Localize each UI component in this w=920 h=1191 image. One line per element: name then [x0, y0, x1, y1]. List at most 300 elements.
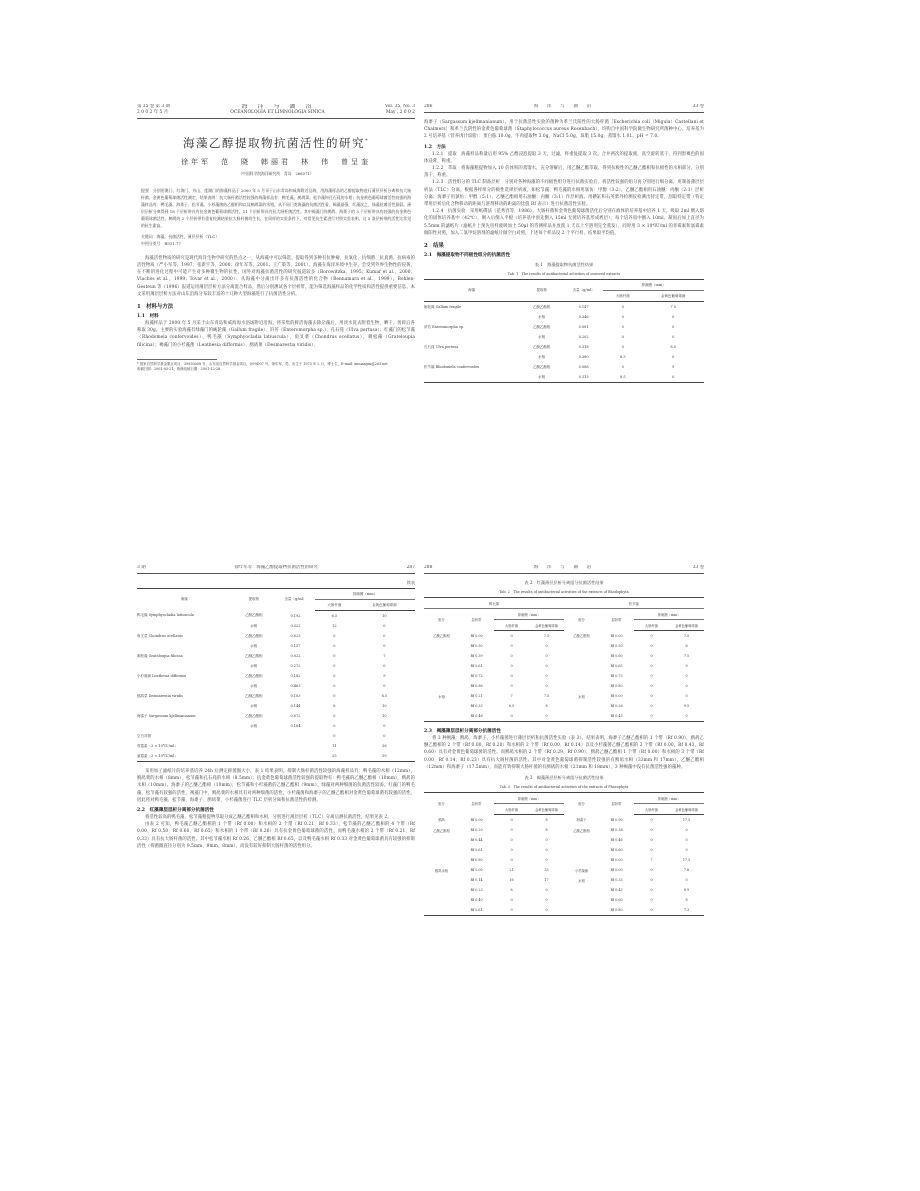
cell: 8	[685, 898, 688, 903]
cell: 9	[685, 664, 688, 668]
col-header-ecoli: 大肠杆菌	[494, 804, 529, 815]
cell-content	[276, 751, 315, 762]
col-header-ecoli: 大肠杆菌	[315, 600, 354, 611]
table-row	[137, 721, 415, 731]
cell: 8	[545, 704, 548, 708]
cell	[424, 681, 459, 691]
cell-content: 0.022	[290, 654, 301, 658]
cell: Rf 0.80	[470, 858, 483, 863]
cell: Rf 0.60	[610, 898, 623, 903]
table1-caption: 表 1 海藻提取物抗菌活性结果	[534, 262, 594, 268]
cell: Rf 0.23	[470, 888, 483, 893]
cell: 0	[545, 858, 548, 863]
cell	[424, 885, 459, 895]
cell: Rf 0.00	[470, 633, 483, 638]
cell: 0	[650, 674, 653, 678]
cell: 0	[685, 828, 688, 833]
cell-content	[276, 731, 315, 741]
cell-alga: 孔石莼 Ulva pertusa	[424, 344, 459, 349]
cell	[424, 905, 459, 916]
table-continued-label: 续表	[407, 580, 415, 585]
cell	[564, 681, 599, 691]
materials-paragraph: 海藻样品于 2000 年 5 月采于山东青岛和威海海水浴场附近沿海。将采集的鲜活海藻去除杂藻后，用淡水洗去附着生物、晒干，剪碎后各称取 30g。主要的实验海藻有绿藻门的蛎轮藻（Gallum fragile）、浒苔（Enteromorpha sp.）、孔石莼（Ulva pertusa）；红藻门的松节藻（Rhodomela confervoides）、鸭毛藻（Symphyocladia latiuscula）、角叉菜（Chondrus ocellatus）、刺松藻（Grateloupia filicina）；褐藻门的小杉藻菌（Leathesia difformis）、鹧鸪菜（Desmarestia viridis）、	[137, 321, 415, 348]
table-row	[424, 691, 704, 701]
cell-content: 0.313	[564, 372, 603, 383]
cell-fraction: 水相	[250, 623, 258, 628]
cell-alga: 氯霉素（3 × 10⁴IU/ml）	[137, 751, 232, 762]
cell: 0	[685, 878, 688, 883]
col-header-zone: 抑菌圈（mm）	[603, 280, 704, 291]
col-header-rf: 层析带	[459, 793, 494, 815]
cell: Rf 0.33	[470, 704, 483, 708]
cell: 7.5	[543, 634, 550, 638]
cell: 0	[529, 711, 564, 722]
table-row	[424, 631, 704, 642]
cell: Rf 0.61	[470, 848, 483, 853]
cell-saureus: 10	[382, 704, 387, 708]
col-header-rf-2: 层析带	[611, 618, 622, 623]
cell: Rf 0.60	[610, 654, 623, 658]
cell-alga	[137, 721, 232, 731]
cell: 0	[685, 694, 688, 698]
cell: 0	[510, 684, 513, 688]
cell: 水相	[438, 694, 445, 699]
cell	[424, 711, 459, 722]
cell-saureus: 36	[382, 744, 387, 748]
cell: 7.3	[669, 905, 704, 916]
date-info: 2 0 0 2 年 5 月	[137, 110, 169, 115]
cell-alga	[137, 701, 232, 711]
date-info-en: May , 2 0 0 2	[385, 110, 415, 115]
cell-ecoli: 11	[332, 744, 337, 748]
cell: 乙醚乙酯相	[573, 828, 590, 833]
cell: Rf 0.00	[470, 817, 483, 822]
cell-ecoli: 8.5	[619, 355, 626, 360]
journal-title: 海 洋 与 湖 沼	[533, 565, 592, 570]
table-row	[424, 332, 704, 342]
col-header-zone: 抑菌圈（mm）	[315, 589, 415, 600]
cell: Rf 0.20	[470, 828, 483, 833]
table-row	[424, 681, 704, 691]
cell	[424, 895, 459, 905]
table-row	[424, 711, 704, 722]
cell-content: 0.192	[290, 613, 301, 618]
col-header-zone: 抑菌圈（mm）	[494, 609, 564, 620]
results-paragraph-2: 将活性较高的鸭毛藻、松节藻粗提物萃取分成乙醚乙酯相和水相，分别进行薄层层析（TLC）分离后测抗菌活性，结果见表 2。	[145, 815, 392, 821]
cell-fraction: 乙醚乙酯相	[532, 364, 551, 369]
cell	[424, 855, 459, 865]
results-paragraph-1: 采用加了滤纸片的培养基培养 24h 后测定抑菌圈大小，表 1 结果表明，抑制大肠杆菌活性较强的海藻样品有：鸭毛藻的水相（12mm），鹧鸪菜的水相（8mm），松节藻和孔石莼的水相（8.5mm）；抗金黄色葡萄球菌活性较强的提取物有：鸭毛藻的乙醚乙酯相（10mm），鹧鸪的水相（10mm），海黍子的乙醚乙酯相（10mm），松节藻和小杉藻菌的乙醚乙酯相（9mm）。绿藻对两种细菌的抗菌活性较弱。红藻门的鸭毛藻、松节藻有较强的活性，褐藻门中，鹧鸪菜的水相具有对两种细菌的活性，小杉藻菌和海黍子的乙醚乙酯相对金黄色葡萄球菌有较强的活性。因此将对鸭毛藻、松节藻、海黍子、鹧鸪菜、小杉藻菌进行 TLC 层析分离和抗菌活性的检测。	[137, 769, 415, 803]
volume-number: 33 卷	[692, 104, 704, 109]
method-partition: 1.2.2 萃取 将海藻粗提物加入 10 倍体积的蒸馏水，充分溶解后，用乙醚乙酯萃取，得到抗极性的乙醚乙酯相和抗极性的水相部分，分别蒸干，称重。	[424, 166, 704, 179]
cell-content: 0.072	[290, 714, 301, 718]
volume-info-en: Vol. 35, No. 3	[385, 104, 415, 109]
cell: 0	[685, 848, 688, 853]
cell: 0	[669, 711, 704, 722]
cell-fraction: 水相	[538, 314, 546, 319]
cell-content: 0.318	[578, 345, 589, 350]
table-row	[424, 845, 704, 855]
table3-caption-en: Tab. 3 The results of antibacterial activities of the extracts of Phaeophyta	[499, 785, 629, 790]
footnote-rule	[137, 359, 217, 360]
journal-title-cn: 海 洋 与 湖 沼	[241, 104, 314, 110]
col-header-saureus-2: 金黄色葡萄球菌	[669, 804, 704, 815]
cell: Rf 0.90	[610, 817, 623, 822]
col-header-rf: 层析带	[471, 618, 482, 623]
running-header	[424, 104, 704, 113]
table2-caption: 表 2 红藻薄层层析分离组分抗菌活性结果	[524, 580, 604, 585]
section-heading-results: 2 结果	[424, 243, 444, 250]
cell-alga	[137, 621, 232, 631]
method-extraction: 1.2.1 提取 海藻样品称量后用 95% 乙醇浸泡提取 3 天，过滤，将重复提取 3 次，合并两次的提取液，真空旋转蒸干，得到黑褐色的固体浸膏，称重。	[424, 151, 704, 164]
cell: Rf 0.00	[610, 694, 623, 698]
cell	[424, 701, 459, 711]
cell: 7	[650, 858, 653, 863]
cell-ecoli: 0	[333, 724, 336, 728]
cell: 0	[685, 674, 688, 678]
cell-fraction: 乙醚乙酯相	[532, 344, 551, 349]
table-row	[424, 362, 704, 372]
cell: 鹧鸪	[438, 818, 445, 823]
cell	[424, 835, 459, 845]
cell-saureus: 10	[382, 714, 387, 718]
cell-ecoli: 0	[621, 325, 624, 330]
table-2	[424, 597, 704, 722]
cell-ecoli: 0	[621, 315, 624, 320]
cell: 7.5	[683, 654, 690, 658]
cell-saureus: 0	[383, 734, 386, 738]
cell-fraction: 乙醚乙酯相	[245, 693, 263, 698]
table2-group-alga1: 鸭毛藻	[424, 598, 564, 609]
table-row	[424, 641, 704, 651]
col-header-fraction-2: 组分	[564, 793, 599, 815]
cell-fraction: 乙醚乙酯相	[245, 713, 263, 718]
cell: 0	[634, 711, 669, 722]
cell: 8.9	[683, 888, 690, 893]
cell	[424, 845, 459, 855]
running-title: 徐年军等：海藻乙醇提取物抗菌活性的研究	[234, 565, 318, 570]
cell-alga	[424, 332, 519, 342]
table-row	[424, 825, 704, 835]
cell: 0	[545, 684, 548, 688]
cell-fraction: 乙醚乙酯相	[245, 613, 263, 618]
table-row	[424, 855, 704, 865]
cell-saureus: 0	[383, 644, 386, 648]
table-row	[137, 731, 415, 741]
cell-ecoli: 8.5	[603, 372, 642, 383]
cell	[424, 661, 459, 671]
page-287	[137, 565, 415, 1025]
col-header-content: 含量（g/ml）	[276, 589, 315, 611]
cell-fraction: 水相	[538, 334, 546, 339]
cell	[564, 651, 599, 661]
cell	[424, 651, 459, 661]
cell: 0	[510, 644, 513, 648]
cell: 0	[545, 898, 548, 903]
cell-content: 0.322	[290, 624, 301, 628]
cell: 0	[650, 704, 653, 708]
cell	[564, 855, 599, 865]
introduction-paragraph: 海藻活性物质的研究是现代海洋生物学研究的热点之一，从海藻中可以筛选、提取得到多种有抗肿瘤、抗氧化、抗细菌、抗真菌、抗病毒的活性物质（严小军等，1997；张新宇等，2000；徐年军等，2001；王广策等，2001）。海藻在海洋环境中生存，会受到外界生物性的侵袭，在不断的进化过程中可能产生对多种微生物的抗性，国外对海藻抗菌活性的研究报道较多（Borowitzka，1995；Kumar et al.，2000；Vlachos et al.，1999；Tovar et al.，2000）；从海藻中分离出许多有抗菌活性的化合物（Bennamara et al.，1999）。Bohlen-Gesteun 等（1996）报道运用薄层层析方法分离混合样品，然后分别测试各个层析带，能为筛选海藻样品的化学性质和活性提供重要信息。本文采用薄层层析方法对山东沿海分布较丰富的十几种大型海藻进行了抗菌活性分析。	[137, 255, 415, 297]
cell: 0	[650, 898, 653, 903]
cell: Rf 0.48	[459, 711, 494, 722]
cell-ecoli: 0	[333, 694, 336, 698]
col-header-zone: 抑菌圈（mm）	[494, 793, 564, 804]
col-header-alga: 海藻	[137, 589, 232, 611]
cell: 0	[494, 711, 529, 722]
cell: Rf 0.00	[470, 868, 483, 873]
col-header-fraction: 组分	[438, 618, 445, 623]
cell-fraction: 水相	[250, 683, 258, 688]
cell: 0	[545, 838, 548, 843]
cell-ecoli: 0	[333, 664, 336, 668]
table3-caption: 表 3 褐藻薄层层析分离组分抗菌活性结果	[524, 775, 604, 781]
table-row	[137, 691, 415, 701]
page-288	[424, 565, 704, 1025]
table-row	[424, 651, 704, 661]
results-paragraph-3: 由表 2 可知，鸭毛藻乙醚乙酯相的 1 个带（Rf 0.00）和水相的 2 个带（Rf 0.21、Rf 0.33），松节藻的乙醚乙酯相的 4 个带（Rf 0.00、Rf 0.50、Rf 0.60、Rf 0.65）和水相的 1 个带（Rf 0.26）具有抗金黄色葡萄球菌的活性。而鸭毛藻水相的 2 个带（Rf 0.21、Rf 0.33）具有抗大肠杆菌的活性。其中松节藻水相 Rf 0.26、乙醚乙酯相 Rf 0.65，以及鸭毛藻水相 Rf 0.33 对金黄色葡萄球菌具有较强的抑制活性（抑菌圈直径分别为 9.5mm、9mm、8mm），而没有较好抑制大肠杆菌的活性组分。	[137, 822, 415, 849]
cell-content: 0.081	[578, 325, 589, 330]
cell-fraction: 水相	[250, 663, 258, 668]
cell-fraction	[232, 741, 276, 751]
cell	[424, 875, 459, 885]
cell: 乙醚乙酯相	[433, 828, 450, 833]
cell-ecoli: 0	[333, 634, 336, 638]
cell: 7	[510, 694, 513, 698]
cell-saureus: 9	[383, 674, 386, 678]
col-header-rf-2: 层析带	[599, 793, 634, 815]
cell: 乙醚乙酯相	[573, 634, 590, 639]
cell: 0	[634, 905, 669, 916]
table-1-continued	[137, 588, 415, 762]
cell: Rf 0.38	[610, 828, 623, 833]
cell-ecoli: 0	[621, 305, 624, 310]
cell-saureus: 0	[642, 372, 704, 383]
table-3	[424, 792, 704, 916]
cell: Rf 0.60	[610, 848, 623, 853]
cell-alga: 鸭毛藻 Symphyocladia latiuscula	[137, 613, 194, 618]
cell: 0	[650, 868, 653, 873]
cell: 0	[545, 664, 548, 668]
col-header-saureus-2: 金黄色葡萄球菌	[669, 620, 704, 631]
cell-alga: 浒苔 Enteromorpha sp.	[424, 324, 465, 329]
cell-alga: 小杉藻菌 Leathesia difformis	[137, 673, 187, 678]
table-row	[424, 835, 704, 845]
paper-title	[137, 133, 415, 151]
cell-alga	[137, 641, 232, 651]
table2-group-alga2: 松节藻	[564, 598, 704, 609]
cell	[564, 845, 599, 855]
cell: 0	[510, 848, 513, 853]
cell-content: 0.463	[290, 684, 301, 688]
cell-saureus: 39	[354, 751, 415, 762]
running-header	[137, 104, 415, 119]
table-row	[424, 701, 704, 711]
col-header-ecoli: 大肠杆菌	[603, 291, 642, 302]
subsection-heading-2-3: 2.3 褐藻薄层层析分离部分抗菌活性	[424, 729, 501, 734]
page-number: 288	[424, 565, 433, 570]
cell: 0	[650, 664, 653, 668]
col-header-content: 含量（g/ml）	[564, 280, 603, 302]
cell: Rf 0.72	[470, 674, 483, 678]
cell: Rf 0.21	[470, 694, 483, 698]
issue-number: 3 期	[137, 565, 146, 570]
subsection-heading-2-1: 2.1 海藻提取物不同极性组分的抗菌活性	[424, 253, 511, 259]
cell: Rf 0.61	[459, 905, 494, 916]
table-row	[137, 641, 415, 651]
cell: 0	[545, 674, 548, 678]
cell-content: 0.272	[290, 664, 301, 668]
cell-ecoli: 0	[333, 654, 336, 658]
col-header-ecoli-2: 大肠杆菌	[634, 804, 669, 815]
cell-alga	[137, 681, 232, 691]
table-row	[137, 711, 415, 721]
table-row	[424, 671, 704, 681]
table-row	[424, 885, 704, 895]
cell	[564, 895, 599, 905]
subsection-heading-2-2: 2.2 红藻薄层层析分离部分抗菌活性	[137, 808, 214, 814]
page-number: 287	[406, 565, 415, 570]
table-row	[137, 611, 415, 622]
cell: 17	[544, 878, 549, 883]
cell	[564, 661, 599, 671]
cell-fraction: 水相	[250, 723, 258, 728]
col-header-fraction: 提取物	[232, 589, 276, 611]
table-row	[424, 372, 704, 383]
cell: 0	[545, 848, 548, 853]
table-row	[424, 865, 704, 875]
cell-alga	[424, 312, 519, 322]
cell: 0	[510, 838, 513, 843]
table-row	[424, 905, 704, 916]
cell: 0	[510, 828, 513, 833]
cell-content: 0.157	[290, 644, 301, 648]
cell-alga: 鹧鸪菜 Desmarestia viridis	[137, 693, 184, 698]
cell: Rf 0.46	[610, 838, 623, 843]
table-row	[137, 701, 415, 711]
cell-alga: 松节藻 Rhodomela confervoides	[424, 364, 480, 369]
cell-ecoli: 8	[333, 704, 336, 708]
method-antibacterial-test: 1.2.4 抗菌实验 采用纸碟法（范秀容等，1986）。大肠杆菌和金黄色葡萄球菌活化后分别在液体的培养基中培养 1 天，吸取 2ml 倒入熔化的固体培养基中（42℃），倒入后倒入平板（培养基中预先倒入 15ml 无菌培养基形成底层），每个培养皿中倒入 10ml。凝固后加上直径为 5.5mm 的滤纸片（滤纸片上预先用样液吸加上 50μl 的待测样品并放置 1 天以上至溶剂完全蒸发），同时用 3 × 10⁴IU/ml 的青霉素和氯霉素做阳性对照，加入二氯甲烷溶剂的滤纸片做空白对照，上述每个样品设 2 个平行样，结果取平均值。	[424, 209, 704, 236]
cell: Rf 0.00	[610, 633, 623, 638]
table-row	[424, 302, 704, 313]
col-header-alga: 海藻	[424, 280, 519, 302]
cell-alga: 蛎轮藻 Gallum fragile	[424, 304, 462, 309]
cell: 17.5	[682, 818, 691, 823]
table-row	[137, 681, 415, 691]
table-1	[424, 279, 704, 383]
cell-content: 0.182	[290, 674, 301, 678]
cell-alga: 角叉菜 Chondrus ocellatus	[137, 633, 183, 638]
cell-fraction	[232, 751, 276, 762]
subsection-heading-materials: 1.1 材料	[137, 314, 159, 320]
cell: Rf 0.39	[470, 654, 483, 658]
cell: Rf 0.86	[470, 684, 483, 688]
cell: 0	[510, 634, 513, 638]
cell	[564, 835, 599, 845]
table-row	[424, 895, 704, 905]
keywords: 关键词 海藻，抗菌活性，薄层层析（TLC）	[141, 233, 220, 239]
cell: 0	[650, 878, 653, 883]
col-header-fraction: 提取物	[519, 280, 564, 302]
cell: 0	[650, 888, 653, 893]
table1-caption-en: Tab. 1 The results of antibacterial activities of seaweed extracts	[507, 272, 621, 277]
table-row	[137, 661, 415, 671]
cell-content: 0.147	[578, 305, 589, 310]
affiliation: （中国科学院海洋研究所 青岛 266071）	[238, 170, 314, 176]
cell: Rf 0.43	[610, 888, 623, 893]
cell: Rf 0.73	[610, 674, 623, 678]
cell-fraction: 乙醚乙酯相	[245, 653, 263, 658]
cell: 0	[510, 858, 513, 863]
classification-number: 中图分类号 R931.77	[141, 240, 181, 246]
cell: Rf 0.80	[610, 684, 623, 688]
cell-ecoli: 0	[333, 644, 336, 648]
cell: 17.5	[682, 858, 691, 863]
cell: 0	[545, 644, 548, 648]
table-row	[137, 651, 415, 661]
cell-content: 0.103	[290, 694, 301, 698]
col-header-zone-2: 抑菌圈（mm）	[634, 793, 704, 804]
cell: 乙醚乙酯相	[433, 634, 450, 639]
cell-saureus: 0	[383, 634, 386, 638]
cell: 6	[685, 644, 688, 648]
cell-saureus: 0	[383, 684, 386, 688]
cell: Rf 0.14	[470, 878, 483, 883]
cell: 海黍子	[576, 818, 587, 823]
cell: Rf 0.26	[610, 704, 623, 708]
cell: 水相	[578, 878, 585, 883]
page-number: 286	[424, 104, 433, 109]
footnote-funding: * 国家自然科学基金重点项目，39930008 号；山东省自然科学基金项目，Q99D07 号。徐年军，男，出生于 1975 年 2 月，博士生，E-mail: xunianjun@263.net	[137, 361, 388, 366]
cell-fraction: 水相	[250, 703, 258, 708]
section-heading-materials-methods: 1 材料与方法	[137, 304, 174, 311]
col-header-saureus: 金黄色葡萄球菌	[642, 291, 704, 302]
cell: 0	[685, 838, 688, 843]
cell: 0	[650, 848, 653, 853]
cell: 水相	[578, 694, 585, 699]
cell: 9.5	[683, 704, 690, 708]
cell-content: 0.202	[578, 335, 589, 340]
cell: 8	[545, 818, 548, 823]
cell: 0	[650, 644, 653, 648]
cell	[564, 671, 599, 681]
table-row	[424, 312, 704, 322]
cell-ecoli: 6.5	[331, 614, 338, 618]
col-header-zone-2: 抑菌圈（mm）	[634, 609, 704, 620]
cell-ecoli: 0	[621, 335, 624, 340]
cell: Rf 0.45	[599, 711, 634, 722]
results-paragraph-4: 将 3 种褐藻：鹧鸪、海黍子、小杉藻菌进行薄层层析和抗菌活性实验（表 3），结果表明，海黍子乙醚乙酯相的 1 个带（Rf 0.90），鹧鸪乙醚乙酯相的 2 个带（Rf 0.00、Rf 0.20）和水相的 2 个带（Rf 0.00、Rf 0.14）以及小杉藻菌乙醚乙酯相的 3 个带（Rf 0.00、Rf 0.43、Rf 0.60）具有对金黄色葡萄球菌的活性。而鹧鸪水相的 2 个带（Rf 0.29、Rf 0.90），鹧鸪乙醚乙酯相 1 个带（Rf 0.00）和水相的 3 个带（Rf 0.00、Rf 0.14、Rf 0.23）具有抗大肠杆菌的活性。其中对金黄色葡萄球菌抑制活性较强的有鹧鸪水相（33mm 和 17mm），乙醚乙酯相（12mm）和海黍子（17.5mm），而能有效抑制大肠杆菌的有鹧鸪的水相（21mm 和 18mm），3 种褐藻中没有抗菌活性强的藻种。	[424, 736, 704, 770]
cell: Rf 0.44	[470, 838, 483, 843]
cell-fraction: 乙醚乙酯相	[245, 673, 263, 678]
running-header	[424, 565, 704, 574]
cell: 0	[529, 905, 564, 916]
cell-content: 0.184	[290, 724, 301, 728]
cell-saureus: 7.5	[670, 305, 676, 310]
footnote-dates: 收稿日期：2001-03-21，收修改稿日期：2001-12-28	[137, 367, 221, 372]
cell-alga	[137, 661, 232, 671]
cell: 0	[510, 674, 513, 678]
cell: Rf 0.50	[470, 644, 483, 648]
author-list: 徐年军 范 晓 韩丽君 林 伟 曾呈奎	[181, 157, 371, 166]
cell: 0	[650, 838, 653, 843]
cell-saureus: 9	[672, 365, 675, 370]
cell-content	[276, 741, 315, 751]
col-header-saureus: 金黄色葡萄球菌	[529, 804, 564, 815]
cell-content: 0.144	[290, 704, 301, 708]
cell-ecoli: 25	[315, 751, 354, 762]
